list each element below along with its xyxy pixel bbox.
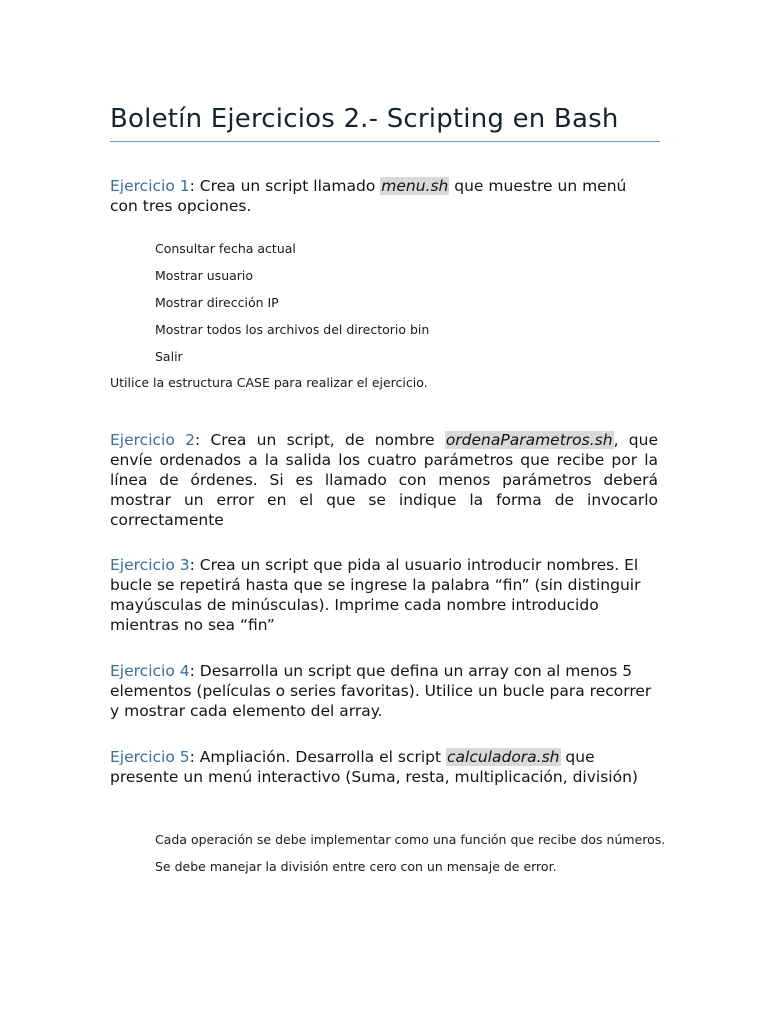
exercise-2-label: Ejercicio 2 <box>110 431 195 449</box>
exercise-5-text-before: : Ampliación. Desarrolla el script <box>189 748 446 766</box>
menu-option-2: Mostrar usuario <box>155 268 254 283</box>
exercise-2-script-name: ordenaParametros.sh <box>445 431 613 449</box>
exercise-2 <box>110 430 658 530</box>
exercise-1 <box>110 176 658 216</box>
exercise-1-text-before: : Crea un script llamado <box>189 177 381 195</box>
exercise-5-label: Ejercicio 5 <box>110 748 190 766</box>
exercise-5-note-2: Se debe manejar la división entre cero con un mensaje de error. <box>155 859 557 874</box>
page-title: Boletín Ejercicios 2.- Scripting en Bash <box>110 104 619 134</box>
exercise-2-text-after: , que envíe ordenados a la salida los cuatro parámetros que recibe por la línea de órdenes. Si es llamado con menos parámetros deberá mostrar un error en el que se indique la forma de invocarlo correctamente <box>110 431 658 529</box>
exercise-1-label: Ejercicio 1 <box>110 177 190 195</box>
menu-option-3: Mostrar dirección IP <box>155 295 279 310</box>
exercise-5-note-1: Cada operación se debe implementar como una función que recibe dos números. <box>155 832 666 847</box>
exercise-1-note: Utilice la estructura CASE para realizar el ejercicio. <box>110 375 428 390</box>
menu-option-5: Salir <box>155 349 183 364</box>
menu-option-4: Mostrar todos los archivos del directorio bin <box>155 322 430 337</box>
menu-option-1: Consultar fecha actual <box>155 241 296 256</box>
exercise-5-text-after: que presente un menú interactivo (Suma, resta, multiplicación, división) <box>110 748 638 786</box>
exercise-4-label: Ejercicio 4 <box>110 662 190 680</box>
exercise-3-label: Ejercicio 3 <box>110 556 190 574</box>
exercise-4 <box>110 661 658 721</box>
exercise-5 <box>110 747 658 787</box>
exercise-3 <box>110 555 658 635</box>
title-underline <box>110 141 660 142</box>
exercise-5-script-name: calculadora.sh <box>447 748 560 766</box>
exercise-3-text: : Crea un script que pida al usuario introducir nombres. El bucle se repetirá hasta que se ingrese la palabra “fin” (sin distinguir mayúsculas de minúsculas). Imprime cada nombre introducido mientras no sea “fin” <box>110 556 641 634</box>
exercise-4-text: : Desarrolla un script que defina un array con al menos 5 elementos (películas o series favoritas). Utilice un bucle para recorrer y mostrar cada elemento del array. <box>110 662 652 720</box>
exercise-2-text-before: : Crea un script, de nombre <box>194 431 445 449</box>
exercise-1-text-after: que muestre un menú con tres opciones. <box>110 177 627 215</box>
exercise-1-script-name: menu.sh <box>381 177 449 195</box>
